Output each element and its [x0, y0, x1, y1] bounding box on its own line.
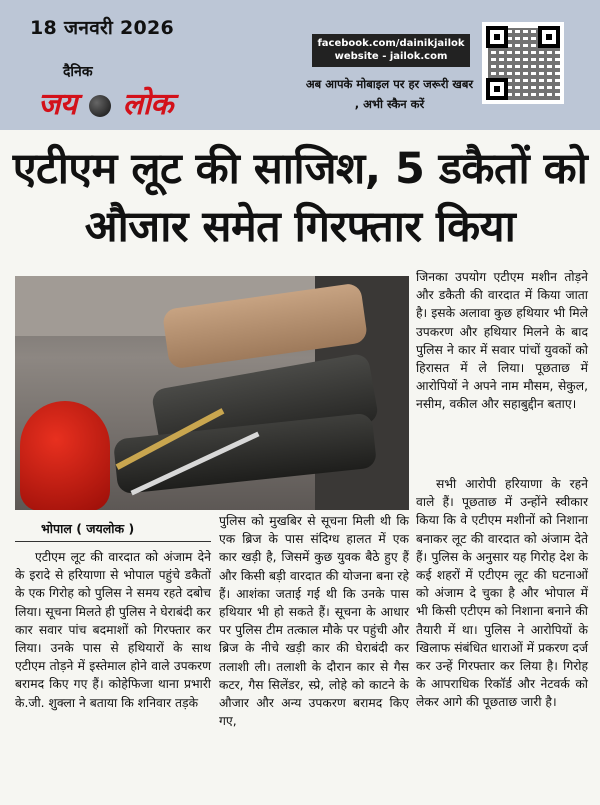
- globe-icon: [89, 95, 111, 117]
- issue-date: 18 जनवरी 2026: [30, 17, 175, 39]
- dateline: भोपाल ( जयलोक ): [15, 514, 211, 542]
- website-link: website - jailok.com: [334, 51, 448, 62]
- qr-code-icon: [482, 22, 564, 104]
- facebook-link: facebook.com/dainikjailok: [317, 38, 465, 49]
- logo-prefix: दैनिक: [63, 64, 93, 80]
- social-links: [312, 34, 470, 67]
- news-photo: [15, 276, 409, 510]
- article-column-3-bottom: सभी आरोपी हरियाणा के रहने वाले हैं। पूछताछ में उन्होंने स्वीकार किया कि वे एटीएम मशीनों को निशाना बनाकर लूट की वारदात को अंजाम देते हैं। पुलिस के अनुसार यह गिरोह देश के कई शहरों में एटीएम लूट की घटनाओं को अंजाम दे चुका है और भोपाल में भी किसी एटीएम को निशाना बनाने की तैयारी में था। पुलिस ने आरोपियों के खिलाफ संबंधित धाराओं में प्रकरण दर्ज कर उन्हें गिरफ्तार कर लिया है। गिरोह के आपराधिक रिकॉर्ड और नेटवर्क को लेकर आगे की पूछताछ जारी है।: [416, 477, 588, 710]
- article-column-3-top: जिनका उपयोग एटीएम मशीन तोड़ने और डकैती की वारदात में किया जाता है। इसके अलावा कुछ हथियार भी मिले उपकरण और हथियार मिलने के बाद पुलिस ने कार में सवार पांचों युवकों को हिरासत में ले लिया। पूछताछ में आरोपियों ने अपने नाम मौसम, सेकुल, नसीम, वकील और सहाबुद्दीन बताए।: [416, 270, 588, 412]
- article-column-2: पुलिस को मुखबिर से सूचना मिली थी कि एक ब्रिज के पास संदिग्ध हालत में एक कार खड़ी है, जिसमें कुछ युवक बैठे हुए हैं और किसी बड़ी वारदात की योजना बना रहे हैं। आशंका जताई गई थी कि उनके पास हथियार भी हो सकते हैं। सूचना के आधार पर पुलिस टीम तत्काल मौके पर पहुंची और ब्रिज के नीचे खड़ी कार की घेराबंदी कर तलाशी ली। तलाशी के दौरान कार से गैस कटर, गैस सिलेंडर, स्प्रे, लोहे को काटने के औजार और अन्य उपकरण बरामद किए गए,: [219, 514, 409, 729]
- logo-word-jai: जय: [38, 87, 77, 122]
- headline: एटीएम लूट की साजिश, 5 डकैतों को औजार समेत गिरफ्तार किया: [12, 144, 588, 252]
- article-column-1: एटीएम लूट की वारदात को अंजाम देने के इरादे से हरियाणा से भोपाल पहुंचे डकैतों के एक गिरोह को पुलिस ने समय रहते दबोच लिया। सूचना मिलते ही पुलिस ने घेराबंदी कर कार सवार पांच बदमाशों को गिरफ्तार कर लिया। उनके पास से हथियारों के साथ एटीएम तोड़ने में इस्तेमाल होने वाले उपकरण बरामद किए गए हैं। कोहेफिजा थाना प्रभारी के.जी. शुक्ला ने बताया कि शनिवार तड़के: [15, 550, 211, 710]
- logo-word-lok: लोक: [122, 87, 173, 122]
- newspaper-logo: [38, 82, 173, 123]
- scan-tagline: अब आपके मोबाइल पर हर जरूरी खबर , अभी स्कैन करें: [305, 77, 474, 111]
- masthead: [0, 0, 600, 130]
